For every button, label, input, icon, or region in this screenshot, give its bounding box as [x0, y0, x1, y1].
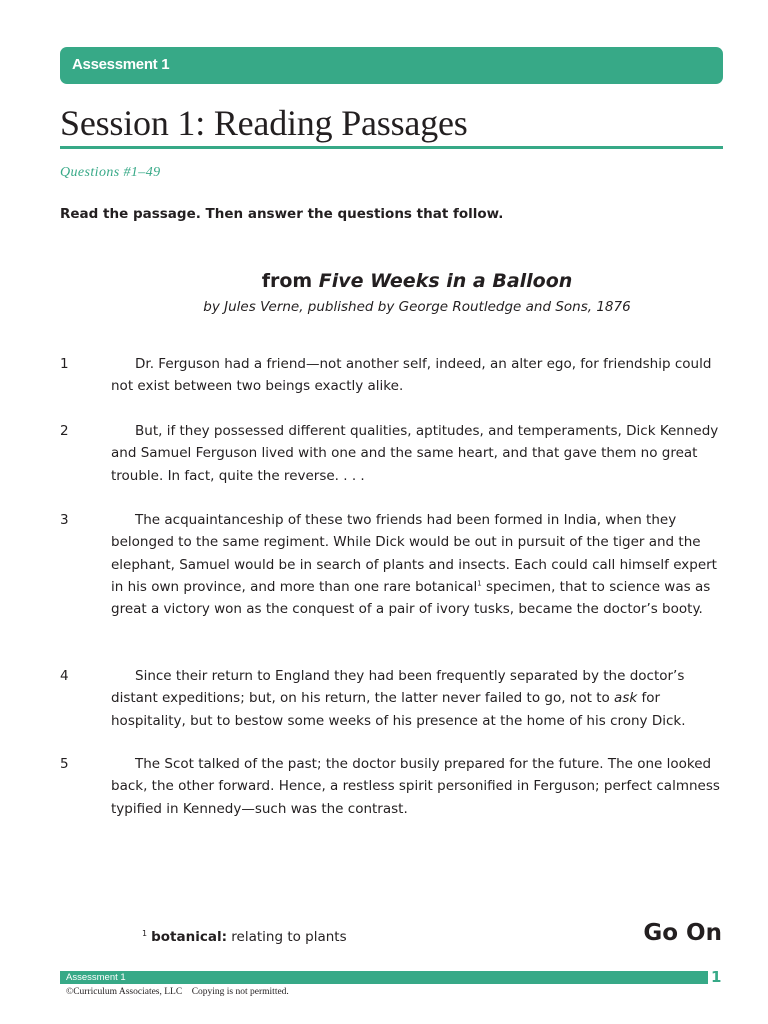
paragraph-number: 2 [60, 423, 69, 439]
paragraph-text [111, 509, 728, 620]
paragraph-text: Dr. Ferguson had a friend—not another self, indeed, an alter ego, for friendship could not exist between two beings exactly alike. [111, 356, 712, 395]
paragraph-text [111, 665, 728, 732]
instructions: Read the passage. Then answer the questions that follow. [60, 206, 504, 222]
paragraph-number: 4 [60, 668, 69, 684]
footnote-marker: 1 [477, 579, 482, 588]
footnote-definition: relating to plants [226, 929, 347, 945]
paragraph-number: 1 [60, 356, 69, 372]
footer-bar [60, 971, 708, 984]
paragraph-number: 3 [60, 512, 69, 528]
paragraph-number: 5 [60, 756, 69, 772]
go-on-label: Go On [643, 920, 722, 946]
passage-title [0, 270, 768, 292]
copyright: ©Curriculum Associates, LLC Copying is not permitted. [66, 987, 289, 997]
paragraph-text: But, if they possessed different qualities, aptitudes, and temperaments, Dick Kennedy and Samuel Ferguson lived with one and the same heart, and that gave them no great trouble. In fact, quite the reverse. . . . [111, 423, 719, 484]
passage-byline: by Jules Verne, published by George Routledge and Sons, 1876 [203, 299, 631, 315]
passage-title-work: Five Weeks in a Balloon [318, 270, 573, 292]
footnote-number: 1 [142, 928, 148, 938]
footnote [142, 929, 347, 945]
passage-title-prefix: from [261, 270, 319, 292]
questions-range: Questions #1–49 [60, 165, 161, 180]
banner-label: Assessment 1 [72, 56, 170, 73]
title-divider [60, 146, 723, 149]
paragraph-text-part: The acquaintanceship of these two friends had been formed in India, when they belonged to the same regiment. While Dick would be out in pursuit of the tiger and the elephant, Samuel would be in search of plants and insects. Each could call himself expert in his own province, and more than one rare botanical [111, 512, 717, 595]
assessment-banner [60, 47, 723, 84]
paragraph-text-part: for hospitality, but to bestow some weeks of his presence at the home of his crony Dick. [111, 690, 686, 729]
paragraph-text-part: specimen, that to science was as great a victory won as the conquest of a pair of ivory tusks, became the doctor’s booty. [111, 578, 711, 618]
paragraph-text-part: Since their return to England they had been frequently separated by the doctor’s distant expeditions; but, on his return, the latter never failed to go, not to [111, 668, 685, 707]
footnote-term: botanical: [151, 929, 227, 945]
footer-label: Assessment 1 [66, 972, 126, 983]
page-number: 1 [711, 968, 722, 986]
page-title: Session 1: Reading Passages [60, 103, 468, 143]
paragraph-text: The Scot talked of the past; the doctor busily prepared for the future. The one looked back, the other forward. Hence, a restless spirit personified in Ferguson; perfect calmness typified in Kennedy—such was the contrast. [111, 756, 720, 817]
paragraph-emphasis: ask [614, 690, 638, 707]
